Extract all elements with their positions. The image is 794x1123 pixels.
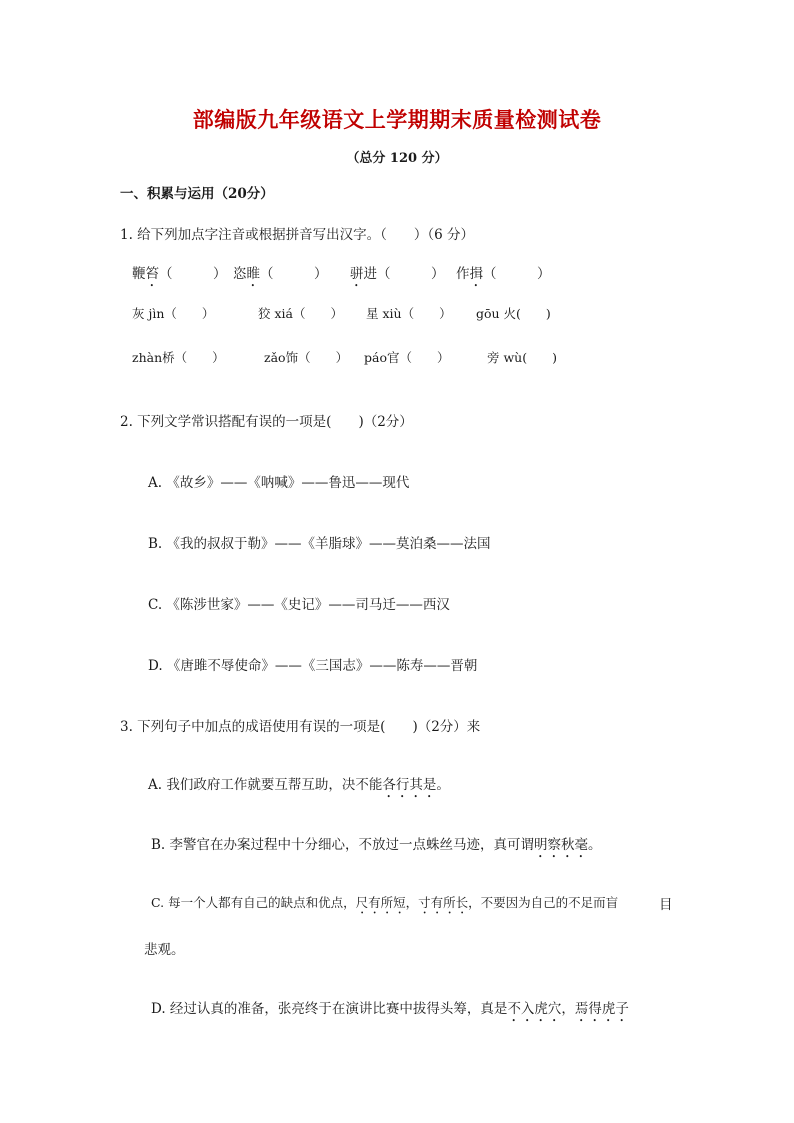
page-title: 部编版九年级语文上学期期末质量检测试卷 xyxy=(192,107,602,132)
q1-row3-item: páo官（ ） xyxy=(364,350,450,365)
q3-b-end: 。 xyxy=(588,837,602,853)
q3-b-idiom: 明察秋毫 xyxy=(534,837,589,853)
q1-row2-item: 星 xiù（ ） xyxy=(366,306,452,321)
q3-a-text: A. 我们政府工作就要互帮互助，决不能 xyxy=(148,777,383,793)
section-heading: 一、积累与运用（20分） xyxy=(120,186,274,202)
q3-a-end: 。 xyxy=(436,777,450,793)
question-3-stem: 3. 下列句子中加点的成语使用有误的一项是( )（2分）来 xyxy=(120,719,481,735)
q1-row1-dot: 笞 xyxy=(145,266,159,282)
q1-row1-after: 进（ ） xyxy=(363,266,445,282)
q1-row3-item: 旁 wù( ) xyxy=(487,350,557,365)
q1-row2-item: 狡 xiá（ ） xyxy=(258,306,343,321)
q3-c-end: ，不要因为自己的不足而盲 xyxy=(468,895,619,910)
q1-row1-item xyxy=(350,262,445,290)
q1-row1-dot: 睢 xyxy=(246,266,260,282)
q3-option-a xyxy=(148,773,450,801)
q1-row3-item: zhàn桥（ ） xyxy=(132,350,225,365)
q1-row1-item xyxy=(456,262,551,290)
q3-c-text: C. 每一个人都有自己的缺点和优点， xyxy=(151,895,356,910)
q3-a-idiom: 各行其是 xyxy=(382,777,437,793)
total-score: （总分 120 分） xyxy=(346,151,448,166)
q1-row3-item: zǎo饰（ ） xyxy=(264,350,349,365)
q3-b-text: B. 李警官在办案过程中十分细心，不放过一点蛛丝马迹，真可谓 xyxy=(151,837,535,853)
q2-option-b: B. 《我的叔叔于勒》——《羊脂球》——莫泊桑——法国 xyxy=(148,536,491,552)
q1-row1-before: 鞭 xyxy=(132,266,146,282)
question-1-stem: 1. 给下列加点字注音或根据拼音写出汉字。（ ）（6 分） xyxy=(120,227,475,243)
q1-row2-item: 灰 jìn（ ） xyxy=(132,306,215,321)
q1-row1-dot: 骈 xyxy=(350,266,364,282)
q1-row1-after: （ ） xyxy=(159,266,227,282)
q1-row1-item xyxy=(132,262,227,290)
q3-option-b xyxy=(151,833,602,861)
q1-row1-before: 作 xyxy=(456,266,470,282)
q1-row1-dot: 揖 xyxy=(469,266,483,282)
q3-d-text: D. 经过认真的准备，张亮终于在演讲比赛中拔得头筹，真是 xyxy=(151,1001,508,1017)
q2-option-d: D. 《唐雎不辱使命》——《三国志》——陈寿——晋朝 xyxy=(148,658,478,674)
q2-option-a: A. 《故乡》——《呐喊》——鲁迅——现代 xyxy=(148,475,410,491)
q1-row1-after: （ ） xyxy=(260,266,328,282)
question-2-stem: 2. 下列文学常识搭配有误的一项是( )（2分） xyxy=(120,414,413,430)
q2-option-c: C. 《陈涉世家》——《史记》——司马迁——西汉 xyxy=(148,597,450,613)
q1-row1-before: 恣 xyxy=(233,266,247,282)
q3-d-idiom: 不入虎穴，焉得虎子 xyxy=(507,1001,629,1017)
q3-c-line2: 悲观。 xyxy=(144,942,185,958)
q3-option-c xyxy=(151,893,618,917)
q1-row1-item xyxy=(233,262,328,290)
q3-option-d xyxy=(151,997,629,1025)
q3-c-idiom: 尺有所短，寸有所长 xyxy=(355,895,469,910)
q1-row2-item: gōu 火( ) xyxy=(476,306,551,321)
q1-row1-after: （ ） xyxy=(483,266,551,282)
q3-c-tail: 目 xyxy=(659,897,673,913)
